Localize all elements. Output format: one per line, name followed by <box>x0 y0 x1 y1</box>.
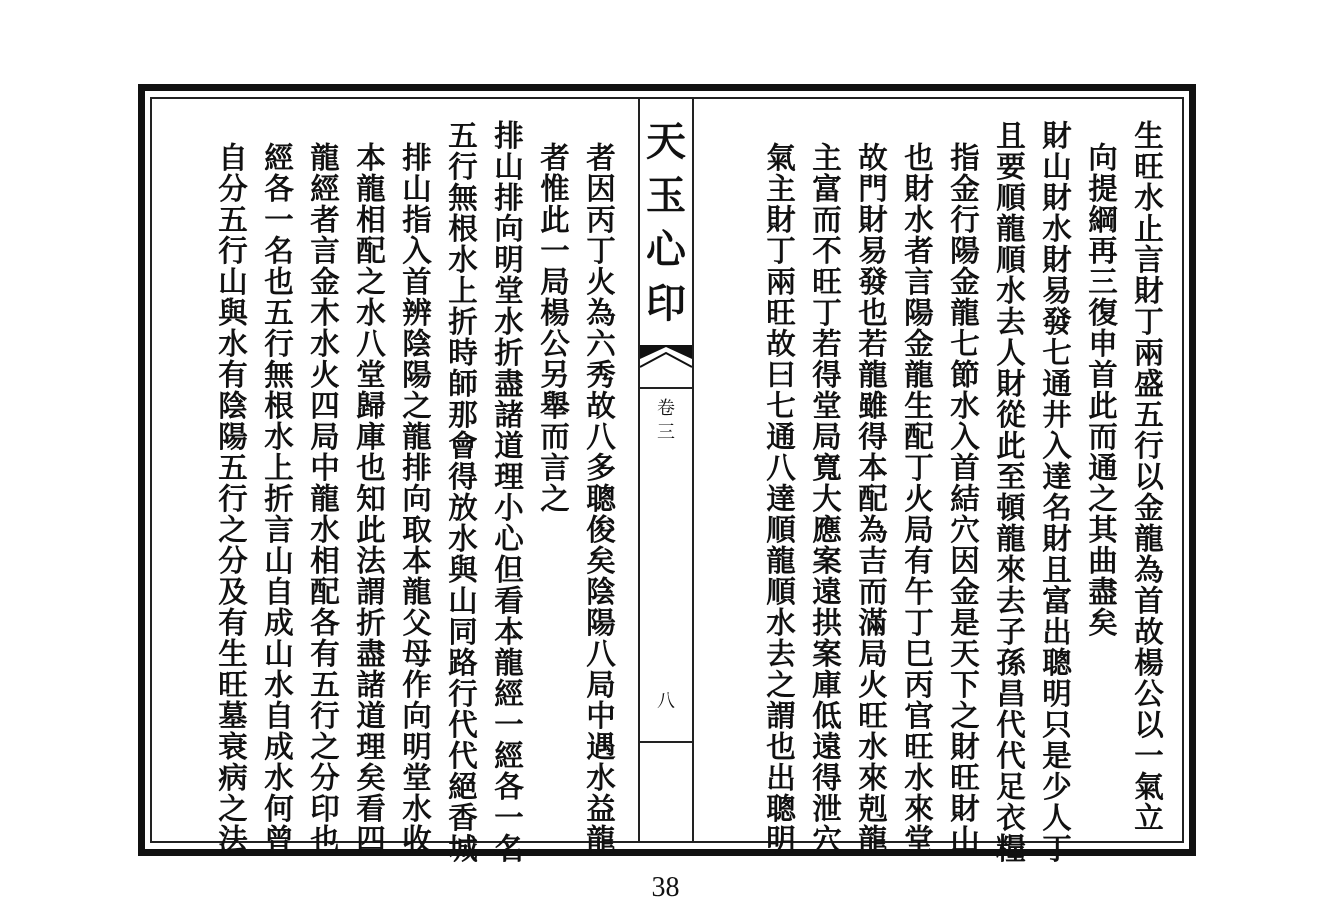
folio-number: 八 <box>657 691 675 712</box>
text-column: 者因丙丁火為六秀故八多聰俊矣陰陽八局中遇水益龍 <box>582 142 617 855</box>
left-page-text <box>170 120 622 864</box>
fishtail-mark <box>640 345 692 385</box>
fold-divider <box>640 387 692 389</box>
text-column: 排山排向明堂水折盡諸道理小心但看本龍經一經各一名 <box>490 120 525 864</box>
right-page-text <box>718 120 1170 864</box>
text-column: 者惟此一局楊公另舉而言之 <box>536 142 571 514</box>
text-column: 主富而不旺丁若得堂局寬大應案遠拱案庫低遠得泄穴 <box>808 142 843 855</box>
text-column: 五行無根水上折時師那會得放水與山同路行代代絕香城 <box>444 120 479 864</box>
text-column: 排山指入首辨陰陽之龍排向取本龍父母作向明堂水收 <box>398 142 433 855</box>
text-column: 本龍相配之水八堂歸庫也知此法謂折盡諸道理矣看四 <box>352 142 387 855</box>
text-column: 故門財易發也若龍雖得本配為吉而滿局火旺水來剋龍 <box>854 142 889 855</box>
text-column: 指金行陽金龍七節水入首結穴因金是天下之財旺財山 <box>946 142 981 855</box>
center-fold-column <box>638 97 694 843</box>
text-column: 且要順龍順水去人財從此至頓龍來去子孫昌代代足衣糧 <box>992 120 1027 864</box>
text-column: 經各一名也五行無根水上折言山自成山水自成水何曾 <box>260 142 295 855</box>
title-char: 心 <box>646 226 686 273</box>
text-column: 財山財水財易發七通井入達名財且富出聰明只是少人丁 <box>1038 120 1073 864</box>
book-title <box>640 115 692 331</box>
text-column: 也財水者言陽金龍生配丁火局有午丁巳丙官旺水來堂 <box>900 142 935 855</box>
text-column: 自分五行山與水有陰陽五行之分及有生旺墓衰病之法 <box>214 142 249 855</box>
title-char: 玉 <box>646 172 686 219</box>
text-column: 龍經者言金木水火四局中龍水相配各有五行之分印也 <box>306 142 341 855</box>
text-column: 向提綱再三復申首此而通之其曲盡矣 <box>1084 142 1119 638</box>
page-number: 38 <box>651 872 680 903</box>
title-char: 天 <box>646 118 686 165</box>
title-char: 印 <box>646 280 686 327</box>
fold-divider-lower <box>640 741 692 743</box>
text-column: 生旺水止言財丁兩盛五行以金龍為首故楊公以一氣立 <box>1130 120 1165 833</box>
text-column: 氣主財丁兩旺故曰七通八達順龍順水去之謂也出聰明 <box>762 142 797 855</box>
volume-char: 三 <box>657 422 675 443</box>
volume-char: 卷 <box>657 398 675 419</box>
volume-label <box>640 397 692 445</box>
